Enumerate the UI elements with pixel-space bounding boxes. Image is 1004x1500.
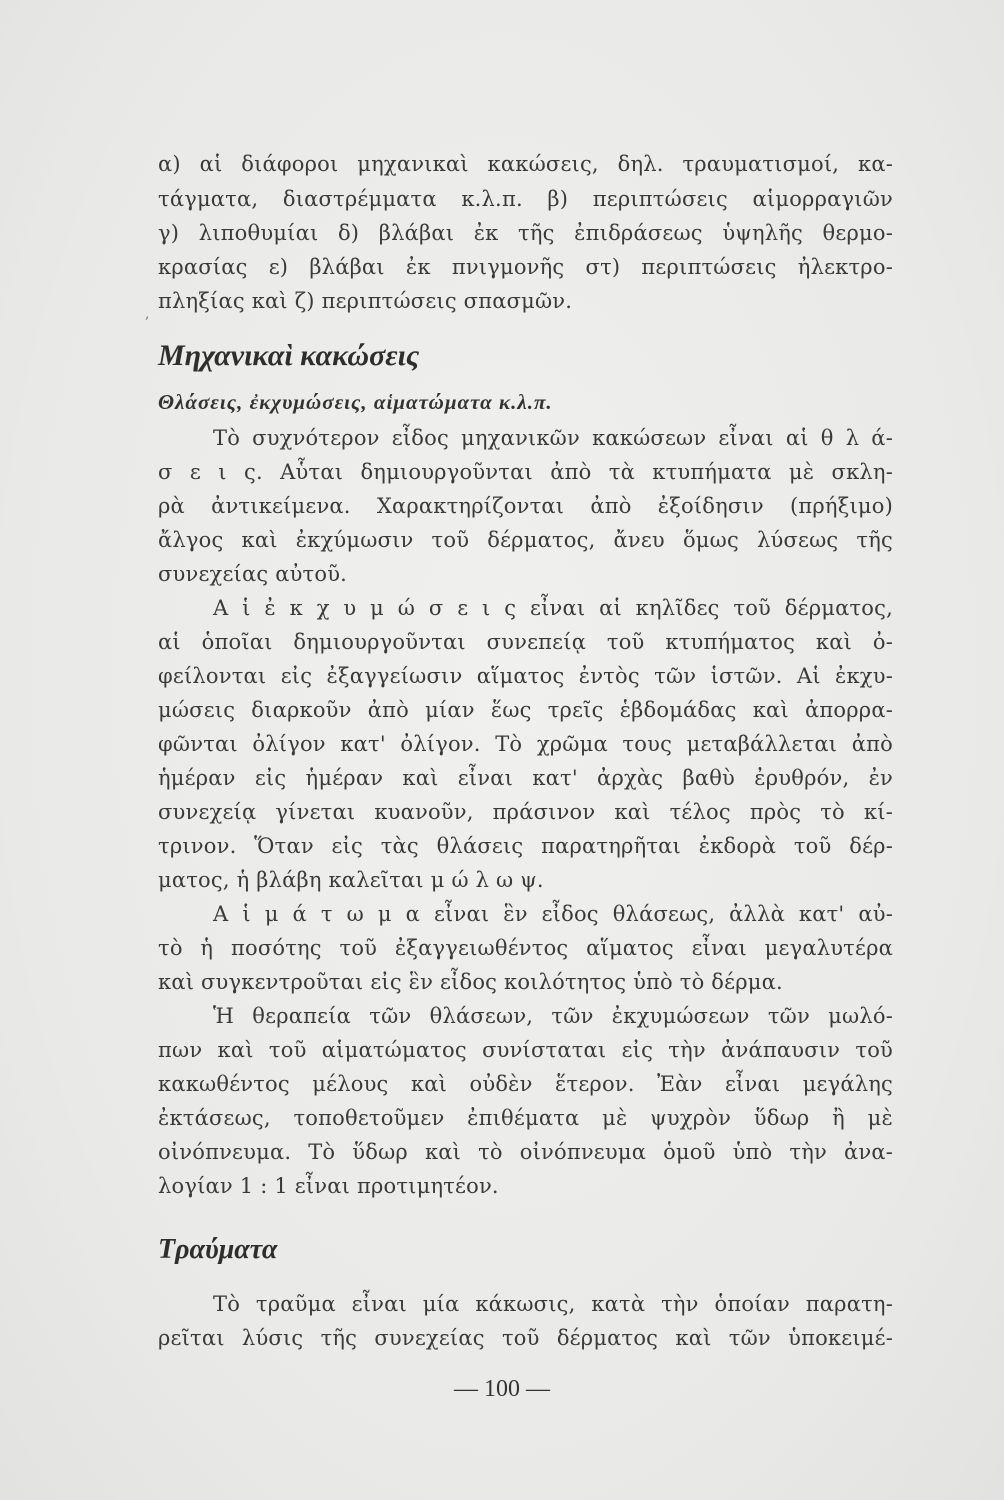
subsection-heading: Θλάσεις, ἐκχυμώσεις, αἱματώματα κ.λ.π. xyxy=(158,390,553,414)
text-line: ματος, ἡ βλάβη καλεῖται μ ώ λ ω ψ. xyxy=(158,868,544,892)
text-line: ρεῖται λύσις τῆς συνεχείας τοῦ δέρματος καὶ τῶν ὑποκειμέ- xyxy=(158,1326,893,1350)
text-line: ἡμέραν εἰς ἡμέραν καὶ εἶναι κατ' ἀρχὰς βαθὺ ἐρυθρόν, ἐν xyxy=(158,766,893,790)
text-line: ρὰ ἀντικείμενα. Χαρακτηρίζονται ἀπὸ ἐξοίδησιν (πρήξιμο) xyxy=(158,494,893,518)
text-line: πων καὶ τοῦ αἱματώματος συνίσταται εἰς τὴν ἀνάπαυσιν τοῦ xyxy=(158,1038,893,1062)
text-line: α) αἱ διάφοροι μηχανικαὶ κακώσεις, δηλ. τραυματισμοί, κα- xyxy=(158,152,893,176)
text-line: κρασίας ε) βλάβαι ἐκ πνιγμονῆς στ) περιπτώσεις ἠλεκτρο- xyxy=(158,255,893,279)
text-line: τάγματα, διαστρέμματα κ.λ.π. β) περιπτώσεις αἱμορραγιῶν xyxy=(158,187,893,211)
text-line: κακωθέντος μέλους καὶ οὐδὲν ἕτερον. Ἐὰν εἶναι μεγάλης xyxy=(158,1072,893,1096)
text-line: σ ε ι ς. Αὗται δημιουργοῦνται ἀπὸ τὰ κτυπήματα μὲ σκλη- xyxy=(158,460,893,484)
text-line: Α ἱ μ ά τ ω μ α εἶναι ἓν εἶδος θλάσεως, ἀλλὰ κατ' αὐ- xyxy=(213,902,893,926)
section-heading: Μηχανικαὶ κακώσεις xyxy=(158,339,420,372)
text-line: τρινον. Ὅταν εἰς τὰς θλάσεις παρατηρῆται ἐκδορὰ τοῦ δέρ- xyxy=(158,834,893,858)
text-line: καὶ συγκεντροῦται εἰς ἓν εἶδος κοιλότητος ὑπὸ τὸ δέρμα. xyxy=(158,970,783,994)
text-line: συνεχείᾳ γίνεται κυανοῦν, πράσινον καὶ τέλος πρὸς τὸ κί- xyxy=(158,800,893,824)
text-line: μώσεις διαρκοῦν ἀπὸ μίαν ἕως τρεῖς ἑβδομάδας καὶ ἀπορρα- xyxy=(158,698,893,722)
text-line: οἰνόπνευμα. Τὸ ὕδωρ καὶ τὸ οἰνόπνευμα ὁμοῦ ὑπὸ τὴν ἀνα- xyxy=(158,1140,893,1164)
section-heading: Τραύματα xyxy=(158,1234,278,1265)
text-line: λογίαν 1 : 1 εἶναι προτιμητέον. xyxy=(158,1174,499,1198)
text-line: αἱ ὁποῖαι δημιουργοῦνται συνεπείᾳ τοῦ κτυπήματος καὶ ὀ- xyxy=(158,630,893,654)
text-line: φῶνται ὀλίγον κατ' ὀλίγον. Τὸ χρῶμα τους μεταβάλλεται ἀπὸ xyxy=(158,732,893,756)
text-line: τὸ ἡ ποσότης τοῦ ἐξαγγειωθέντος αἵματος εἶναι μεγαλυτέρα xyxy=(158,936,893,960)
page-number: — 100 — xyxy=(454,1376,550,1402)
text-line: Ἡ θεραπεία τῶν θλάσεων, τῶν ἐκχυμώσεων τῶν μωλό- xyxy=(213,1004,893,1028)
text-line: πληξίας καὶ ζ) περιπτώσεις σπασμῶν. xyxy=(158,289,573,313)
text-line: ἄλγος καὶ ἐκχύμωσιν τοῦ δέρματος, ἄνευ ὅμως λύσεως τῆς xyxy=(158,528,893,552)
text-line: γ) λιποθυμίαι δ) βλάβαι ἐκ τῆς ἐπιδράσεως ὑψηλῆς θερμο- xyxy=(158,221,893,245)
text-line: φείλονται εἰς ἐξαγγείωσιν αἵματος ἐντὸς τῶν ἱστῶν. Αἱ ἐκχυ- xyxy=(158,664,893,688)
margin-mark: , xyxy=(145,306,150,322)
text-line: Τὸ συχνότερον εἶδος μηχανικῶν κακώσεων εἶναι αἱ θ λ ά- xyxy=(213,426,893,450)
text-line: συνεχείας αὐτοῦ. xyxy=(158,562,348,586)
text-line: Τὸ τραῦμα εἶναι μία κάκωσις, κατὰ τὴν ὁποίαν παρατη- xyxy=(213,1292,893,1316)
text-line: ἐκτάσεως, τοποθετοῦμεν ἐπιθέματα μὲ ψυχρὸν ὕδωρ ἢ μὲ xyxy=(158,1106,893,1130)
text-line: Α ἱ ἐ κ χ υ μ ώ σ ε ι ς εἶναι αἱ κηλῖδες τοῦ δέρματος, xyxy=(213,596,893,620)
